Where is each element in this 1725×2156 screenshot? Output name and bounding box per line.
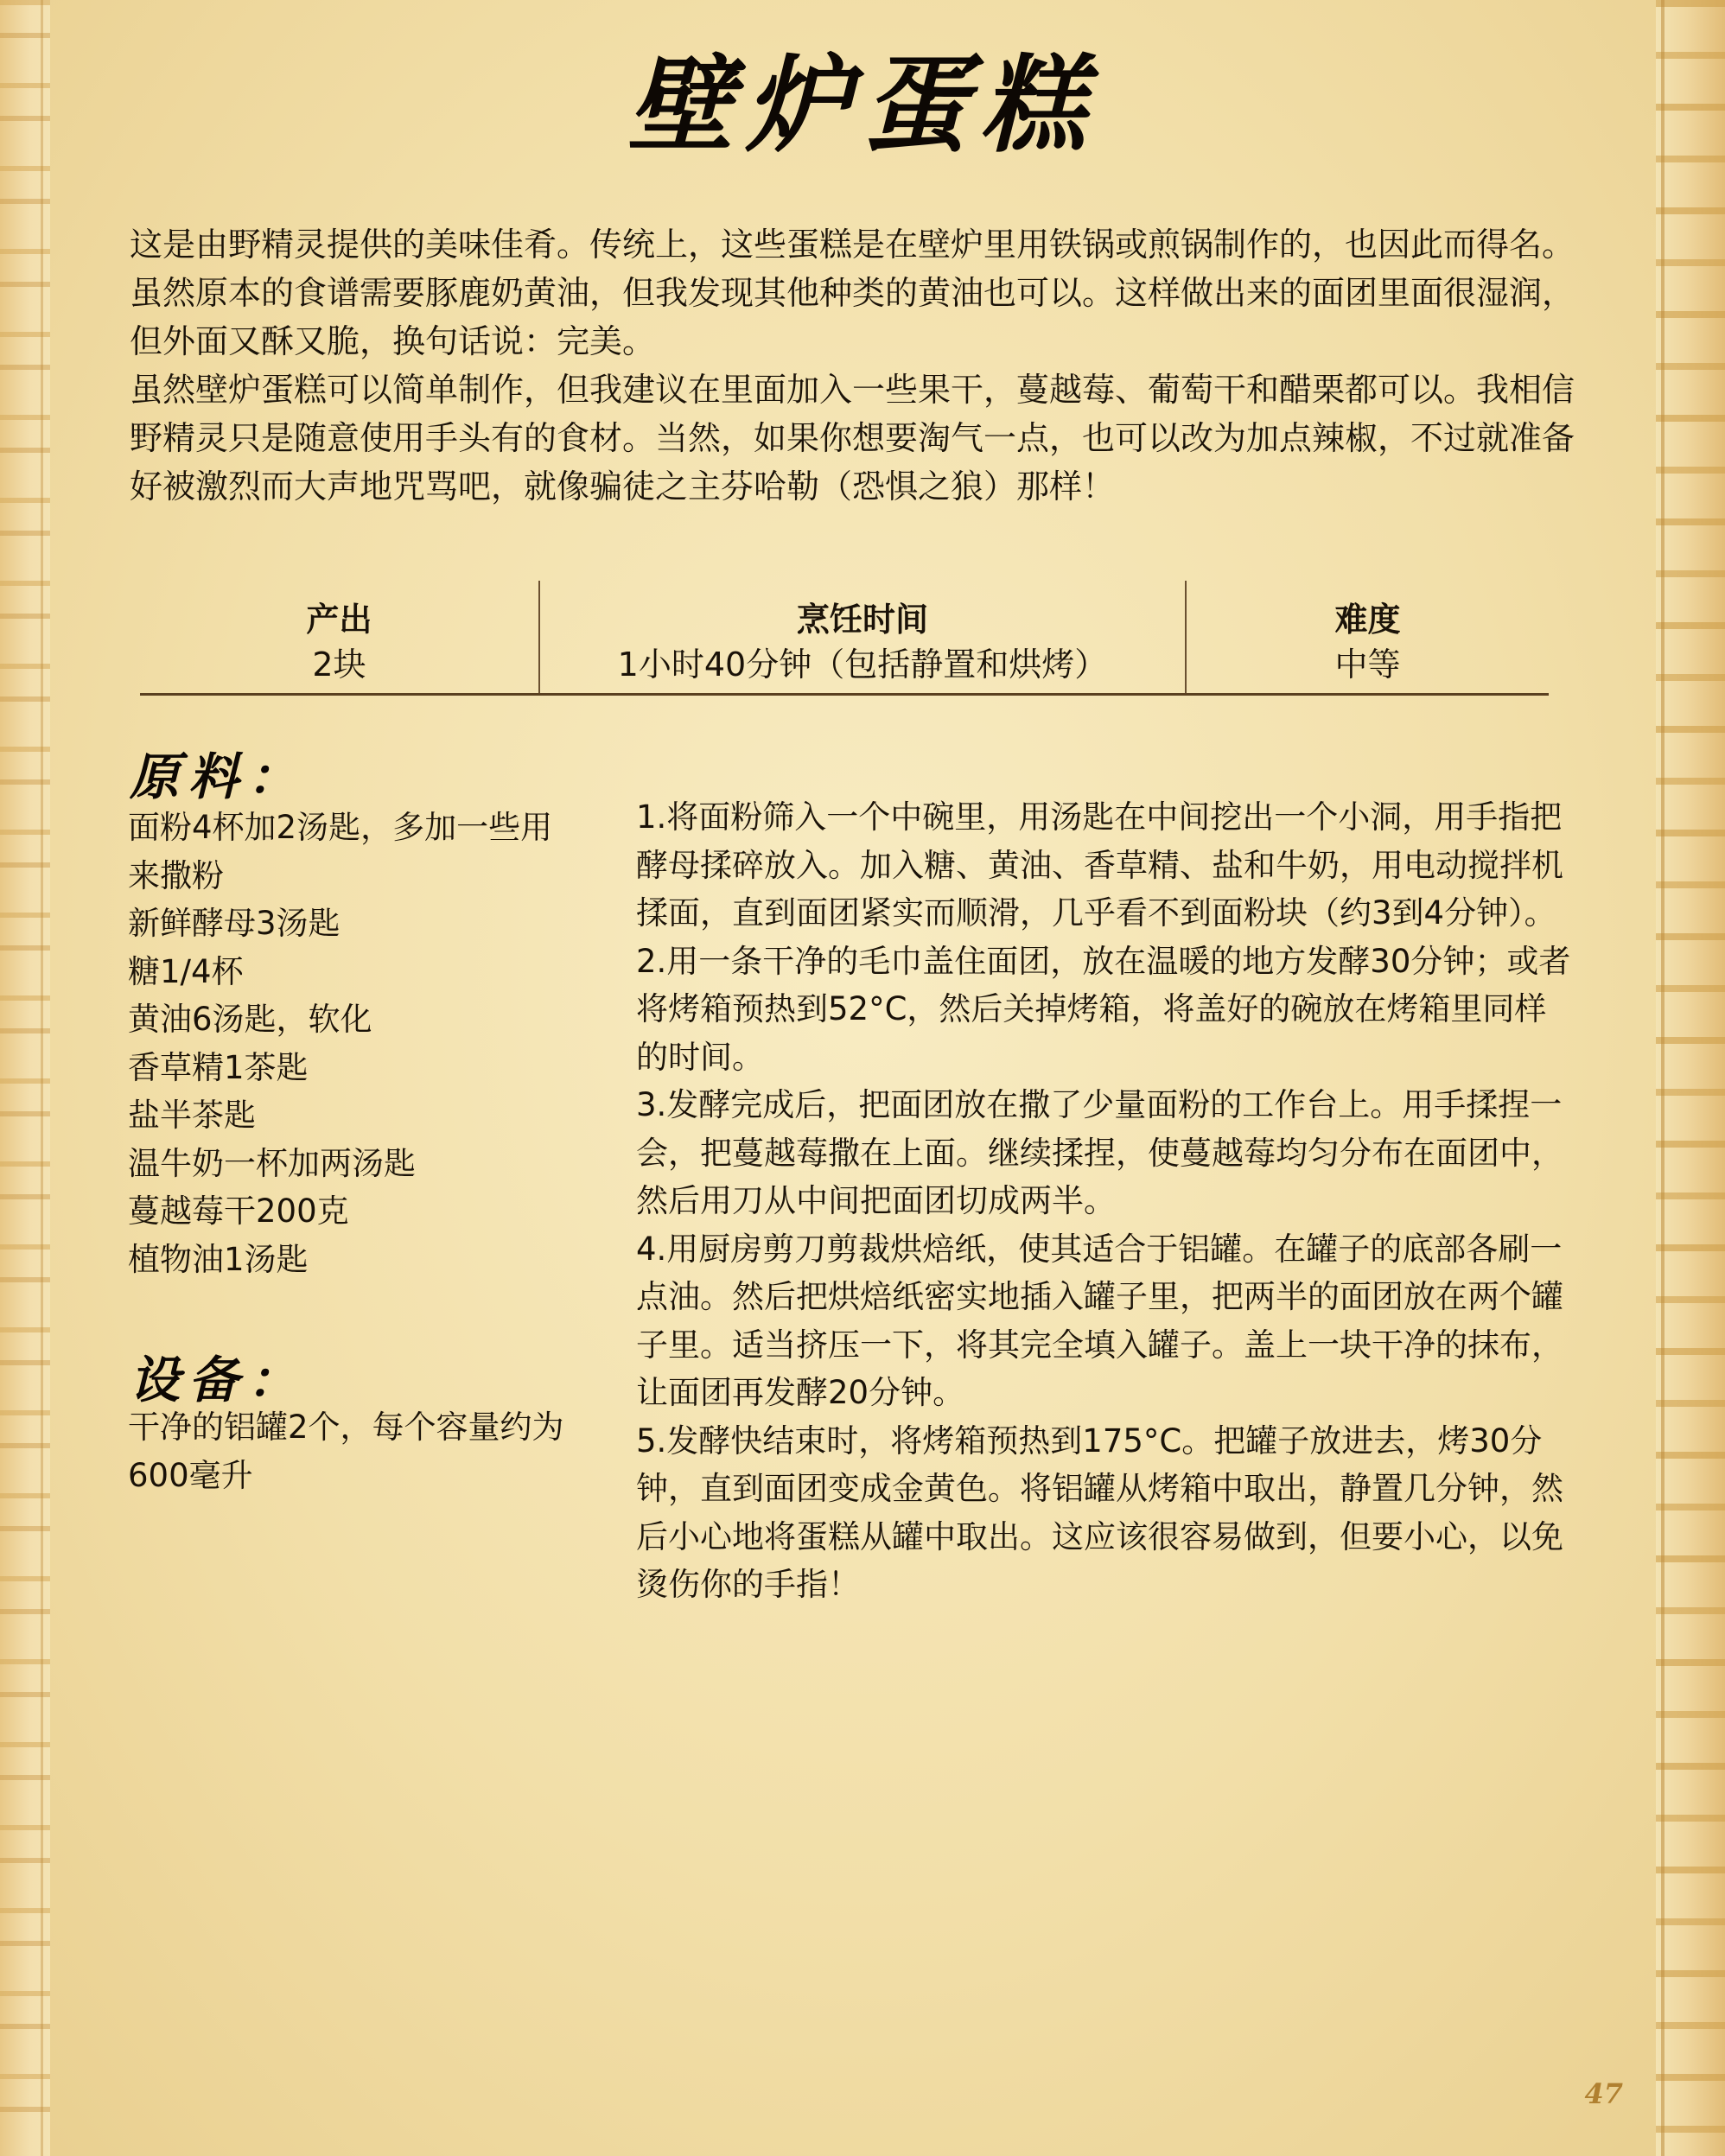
ingredient-item: 黄油6汤匙，软化: [128, 1001, 372, 1038]
instructions-list: [636, 793, 1578, 1609]
ingredient-item: 蔓越莓干200克: [128, 1192, 349, 1230]
intro-paragraph-1: 这是由野精灵提供的美味佳肴。传统上，这些蛋糕是在壁炉里用铁锅或煎锅制作的，也因此而得名。虽然原本的食谱需要豚鹿奶黄油，但我发现其他种类的黄油也可以。这样做出来的面团里面很湿润，但外面又酥又脆，换句话说：完美。: [130, 226, 1575, 360]
difficulty-value: 中等: [1334, 646, 1401, 684]
info-difficulty: [1185, 581, 1549, 693]
ingredient-item: 温牛奶一杯加两汤匙: [128, 1144, 416, 1182]
equipment-text: 干净的铝罐2个，每个容量约为600毫升: [128, 1409, 564, 1494]
yield-value: 2块: [312, 646, 366, 684]
left-decorative-border: [0, 0, 50, 2156]
right-decorative-border: [1656, 0, 1725, 2156]
instruction-step: 3.发酵完成后，把面团放在撒了少量面粉的工作台上。用手揉捏一会，把蔓越莓撒在上面。继续揉捏，使蔓越莓均匀分布在面团中，然后用刀从中间把面团切成两半。: [636, 1086, 1563, 1219]
ingredient-item: 植物油1汤匙: [128, 1240, 309, 1278]
info-cooking-time: [538, 581, 1185, 693]
ingredient-item: 糖1/4杯: [128, 952, 244, 990]
equipment-heading: 设备：: [130, 1351, 307, 1409]
instruction-step: 1.将面粉筛入一个中碗里，用汤匙在中间挖出一个小洞，用手指把酵母揉碎放入。加入糖、黄油、香草精、盐和牛奶，用电动搅拌机揉面，直到面团紧实而顺滑，几乎看不到面粉块（约3到4分钟）。: [636, 798, 1563, 932]
recipe-title: 壁炉蛋糕: [627, 42, 1098, 167]
ingredient-item: 香草精1茶匙: [128, 1048, 309, 1086]
yield-label: 产出: [306, 601, 372, 639]
cooking-time-label: 烹饪时间: [796, 601, 928, 639]
info-yield: [140, 581, 538, 693]
ingredient-item: 新鲜酵母3汤匙: [128, 905, 341, 942]
instruction-step: 4.用厨房剪刀剪裁烘焙纸，使其适合于铝罐。在罐子的底部各刷一点油。然后把烘焙纸密实地插入罐子里，把两半的面团放在两个罐子里。适当挤压一下，将其完全填入罐子。盖上一块干净的抹布，让面团再发酵20分钟。: [636, 1230, 1563, 1411]
instruction-step: 2.用一条干净的毛巾盖住面团，放在温暖的地方发酵30分钟；或者将烤箱预热到52°C，然后关掉烤箱，将盖好的碗放在烤箱里同样的时间。: [636, 942, 1571, 1076]
cooking-time-value: 1小时40分钟（包括静置和烘烤）: [617, 646, 1108, 684]
recipe-info-table: [140, 581, 1549, 696]
instruction-step: 5.发酵快结束时，将烤箱预热到175°C。把罐子放进去，烤30分钟，直到面团变成金黄色。将铝罐从烤箱中取出，静置几分钟，然后小心地将蛋糕从罐中取出。这应该很容易做到，但要小心，以免烫伤你的手指！: [636, 1421, 1563, 1603]
ingredient-item: 面粉4杯加2汤匙，多加一些用来撒粉: [128, 809, 553, 894]
intro-text: [130, 220, 1582, 511]
difficulty-label: 难度: [1334, 601, 1401, 639]
ingredients-list: [128, 804, 577, 1283]
ingredient-item: 盐半茶匙: [128, 1097, 256, 1134]
intro-paragraph-2: 虽然壁炉蛋糕可以简单制作，但我建议在里面加入一些果干，蔓越莓、葡萄干和醋栗都可以。我相信野精灵只是随意使用手头有的食材。当然，如果你想要淘气一点，也可以改为加点辣椒，不过就准备好被激烈而大声地咒骂吧，就像骗徒之主芬哈勒（恐惧之狼）那样！: [130, 371, 1575, 506]
page-number: 47: [1584, 2077, 1623, 2110]
ingredients-heading: 原料：: [130, 747, 307, 806]
